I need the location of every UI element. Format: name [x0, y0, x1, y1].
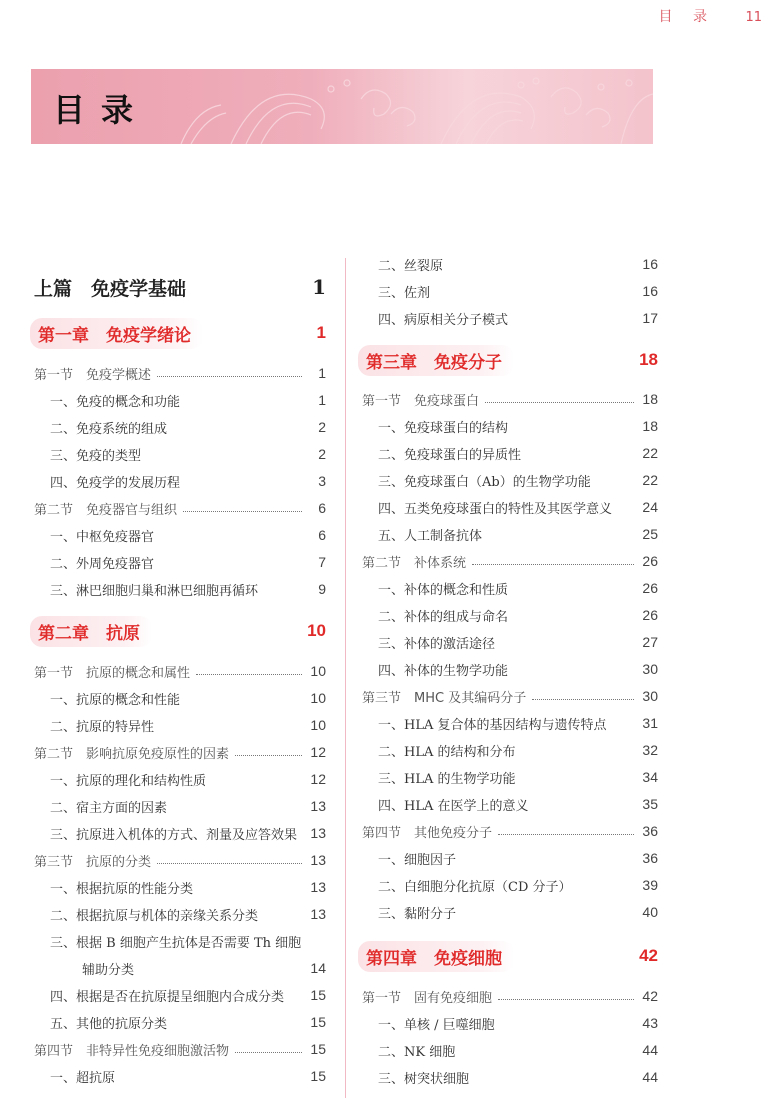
toc-label: 三、HLA 的生物学功能	[378, 771, 516, 787]
toc-page: 10	[307, 621, 326, 640]
toc-item[interactable]	[34, 768, 326, 790]
toc-item[interactable]	[362, 766, 658, 788]
toc-label: 三、佐剂	[378, 285, 431, 301]
toc-item[interactable]	[34, 822, 326, 844]
toc-section[interactable]	[362, 685, 658, 707]
toc-chapter[interactable]	[34, 322, 326, 344]
toc-label: 二、补体的组成与命名	[378, 609, 509, 625]
toc-page: 44	[642, 1042, 658, 1058]
toc-label: 上篇 免疫学基础	[34, 277, 187, 300]
toc-page: 26	[642, 580, 658, 596]
toc-label: 四、五类免疫球蛋白的特性及其医学意义	[378, 501, 613, 517]
toc-page: 18	[639, 350, 658, 369]
toc-item[interactable]	[34, 930, 326, 952]
toc-item[interactable]	[362, 523, 658, 545]
toc-page: 13	[310, 906, 326, 922]
toc-page: 12	[310, 771, 326, 787]
toc-page: 6	[318, 500, 326, 516]
toc-item[interactable]	[362, 280, 658, 302]
toc-item[interactable]	[34, 714, 326, 736]
toc-page: 26	[642, 607, 658, 623]
toc-item[interactable]	[34, 470, 326, 492]
toc-item[interactable]	[34, 687, 326, 709]
toc-item[interactable]	[362, 1012, 658, 1034]
toc-page: 15	[310, 987, 326, 1003]
toc-label: 第四章 免疫细胞	[358, 941, 514, 972]
toc-label: 第三章 免疫分子	[358, 345, 514, 376]
toc-item[interactable]	[362, 901, 658, 923]
toc-label: 一、单核 / 巨噬细胞	[378, 1017, 495, 1033]
toc-page: 18	[642, 418, 658, 434]
toc-page: 10	[310, 663, 326, 679]
toc-label: 一、中枢免疫器官	[50, 529, 155, 545]
toc-page: 36	[642, 850, 658, 866]
toc-item[interactable]	[34, 443, 326, 465]
toc-label: 三、树突状细胞	[378, 1071, 470, 1087]
toc-label: 二、外周免疫器官	[50, 556, 155, 572]
toc-page: 26	[642, 553, 658, 569]
toc-item[interactable]	[34, 876, 326, 898]
toc-item[interactable]	[362, 631, 658, 653]
toc-page: 25	[642, 526, 658, 542]
leader-dots	[157, 376, 302, 377]
toc-chapter[interactable]	[362, 349, 658, 371]
toc-section[interactable]	[34, 741, 326, 763]
toc-item[interactable]	[362, 496, 658, 518]
column-divider	[345, 258, 346, 1098]
toc-item[interactable]	[34, 578, 326, 600]
toc-item[interactable]	[34, 984, 326, 1006]
toc-label: 辅助分类	[82, 962, 135, 978]
toc-page: 10	[310, 690, 326, 706]
toc-label: 第一节 固有免疫细胞	[362, 990, 493, 1006]
toc-item[interactable]	[34, 551, 326, 573]
toc-page: 30	[642, 661, 658, 677]
toc-page: 15	[310, 1068, 326, 1084]
toc-section[interactable]	[362, 388, 658, 410]
toc-page: 16	[642, 283, 658, 299]
toc-label: 二、NK 细胞	[378, 1044, 456, 1060]
toc-item[interactable]	[362, 658, 658, 680]
toc-page: 14	[310, 960, 326, 976]
running-head	[659, 6, 762, 26]
leader-dots	[498, 834, 634, 835]
toc-page: 39	[642, 877, 658, 893]
toc-label: 二、免疫系统的组成	[50, 421, 168, 437]
toc-section[interactable]	[34, 849, 326, 871]
toc-label: 第一节 免疫学概述	[34, 367, 152, 383]
toc-page: 32	[642, 742, 658, 758]
toc-label: 二、抗原的特异性	[50, 719, 155, 735]
page-number: 11	[745, 10, 762, 25]
toc-item[interactable]	[362, 577, 658, 599]
toc-page: 13	[310, 852, 326, 868]
toc-page: 24	[642, 499, 658, 515]
toc-label: 一、根据抗原的性能分类	[50, 881, 194, 897]
toc-label: 二、白细胞分化抗原（CD 分子）	[378, 879, 572, 895]
toc-label: 三、根据 B 细胞产生抗体是否需要 Th 细胞	[50, 935, 302, 951]
toc-section[interactable]	[34, 660, 326, 682]
toc-item[interactable]	[34, 795, 326, 817]
toc-page: 13	[310, 825, 326, 841]
leader-dots	[485, 402, 634, 403]
toc-page: 42	[639, 946, 658, 965]
toc-label: 一、HLA 复合体的基因结构与遗传特点	[378, 717, 607, 733]
leader-dots	[235, 1052, 302, 1053]
toc-page: 7	[318, 554, 326, 570]
toc-page: 22	[642, 472, 658, 488]
toc-label: 二、根据抗原与机体的亲缘关系分类	[50, 908, 259, 924]
leader-dots	[196, 674, 302, 675]
toc-label: 第二章 抗原	[30, 616, 152, 647]
toc-page: 22	[642, 445, 658, 461]
toc-label: 四、病原相关分子模式	[378, 312, 509, 328]
toc-page: 30	[642, 688, 658, 704]
toc-label: 一、免疫的概念和功能	[50, 394, 181, 410]
running-head-title: 目 录	[658, 9, 715, 25]
toc-page: 36	[642, 823, 658, 839]
toc-chapter[interactable]	[362, 945, 658, 967]
toc-item[interactable]	[34, 903, 326, 925]
toc-item[interactable]	[362, 253, 658, 275]
toc-label: 一、补体的概念和性质	[378, 582, 509, 598]
toc-item[interactable]	[34, 524, 326, 546]
toc-section[interactable]	[34, 497, 326, 519]
toc-page: 35	[642, 796, 658, 812]
toc-label: 二、HLA 的结构和分布	[378, 744, 516, 760]
toc-item[interactable]	[362, 739, 658, 761]
toc-label: 三、免疫球蛋白（Ab）的生物学功能	[378, 474, 591, 490]
toc-item[interactable]	[362, 604, 658, 626]
toc-label: 第四节 非特异性免疫细胞激活物	[34, 1043, 230, 1059]
toc-label: 二、宿主方面的因素	[50, 800, 168, 816]
toc-part[interactable]	[34, 276, 326, 298]
toc-item[interactable]	[362, 1039, 658, 1061]
toc-page: 17	[642, 310, 658, 326]
leader-dots	[235, 755, 302, 756]
toc-page: 2	[318, 446, 326, 462]
toc-label: 四、根据是否在抗原提呈细胞内合成分类	[50, 989, 285, 1005]
toc-page: 2	[318, 419, 326, 435]
toc-item[interactable]	[362, 1066, 658, 1088]
toc-page: 40	[642, 904, 658, 920]
toc-label: 一、免疫球蛋白的结构	[378, 420, 509, 436]
toc-item-continuation[interactable]	[34, 957, 326, 979]
toc-item[interactable]	[34, 1065, 326, 1087]
toc-label: 第二节 影响抗原免疫原性的因素	[34, 746, 230, 762]
toc-page: 16	[642, 256, 658, 272]
toc-item[interactable]	[362, 469, 658, 491]
toc-label: 五、其他的抗原分类	[50, 1016, 168, 1032]
toc-label: 一、抗原的理化和结构性质	[50, 773, 207, 789]
toc-page: 13	[310, 798, 326, 814]
toc-label: 一、细胞因子	[378, 852, 457, 868]
toc-page: 12	[310, 744, 326, 760]
toc-label: 二、免疫球蛋白的异质性	[378, 447, 522, 463]
toc-chapter[interactable]	[34, 620, 326, 642]
toc-item[interactable]	[362, 442, 658, 464]
toc-page: 18	[642, 391, 658, 407]
page-title: 目录	[53, 91, 150, 129]
toc-label: 三、免疫的类型	[50, 448, 142, 464]
toc-label: 三、抗原进入机体的方式、剂量及应答效果	[50, 827, 298, 843]
toc-item[interactable]	[362, 712, 658, 734]
toc-page: 13	[310, 879, 326, 895]
toc-item[interactable]	[34, 389, 326, 411]
toc-page: 1	[312, 275, 326, 299]
leader-dots	[183, 511, 302, 512]
toc-item[interactable]	[362, 793, 658, 815]
toc-label: 第四节 其他免疫分子	[362, 825, 493, 841]
toc-item[interactable]	[362, 307, 658, 329]
toc-page: 27	[642, 634, 658, 650]
toc-page: 3	[318, 473, 326, 489]
toc-page: 43	[642, 1015, 658, 1031]
toc-page: 15	[310, 1041, 326, 1057]
toc-label: 四、补体的生物学功能	[378, 663, 509, 679]
toc-label: 五、人工制备抗体	[378, 528, 483, 544]
toc-label: 四、免疫学的发展历程	[50, 475, 181, 491]
toc-page: 34	[642, 769, 658, 785]
toc-page: 31	[642, 715, 658, 731]
toc-label: 第三节 抗原的分类	[34, 854, 152, 870]
toc-item[interactable]	[362, 847, 658, 869]
toc-page: 15	[310, 1014, 326, 1030]
toc-page: 6	[318, 527, 326, 543]
toc-label: 第一节 抗原的概念和属性	[34, 665, 191, 681]
toc-label: 三、补体的激活途径	[378, 636, 496, 652]
leader-dots	[532, 699, 634, 700]
toc-page: 10	[310, 717, 326, 733]
toc-label: 第二节 补体系统	[362, 555, 467, 571]
toc-page: 1	[318, 392, 326, 408]
toc-item[interactable]	[362, 415, 658, 437]
toc-label: 一、超抗原	[50, 1070, 116, 1086]
toc-label: 第一节 免疫球蛋白	[362, 393, 480, 409]
toc-label: 三、淋巴细胞归巢和淋巴细胞再循环	[50, 583, 259, 599]
toc-page: 1	[318, 365, 326, 381]
toc-item[interactable]	[34, 416, 326, 438]
title-banner	[31, 69, 653, 144]
toc-label: 第一章 免疫学绪论	[30, 318, 203, 349]
toc-item[interactable]	[34, 1011, 326, 1033]
leader-dots	[157, 863, 302, 864]
leader-dots	[498, 999, 634, 1000]
toc-page: 42	[642, 988, 658, 1004]
toc-label: 一、抗原的概念和性能	[50, 692, 181, 708]
toc-label: 第三节 MHC 及其编码分子	[362, 690, 527, 706]
toc-label: 三、黏附分子	[378, 906, 457, 922]
toc-page: 9	[318, 581, 326, 597]
leader-dots	[472, 564, 634, 565]
toc-section[interactable]	[362, 985, 658, 1007]
toc-section[interactable]	[362, 550, 658, 572]
toc-item[interactable]	[362, 874, 658, 896]
toc-label: 四、HLA 在医学上的意义	[378, 798, 529, 814]
toc-label: 第二节 免疫器官与组织	[34, 502, 178, 518]
toc-label: 二、丝裂原	[378, 258, 444, 274]
toc-section[interactable]	[362, 820, 658, 842]
toc-section[interactable]	[34, 362, 326, 384]
toc-section[interactable]	[34, 1038, 326, 1060]
toc-page: 1	[316, 323, 326, 342]
toc-page: 44	[642, 1069, 658, 1085]
